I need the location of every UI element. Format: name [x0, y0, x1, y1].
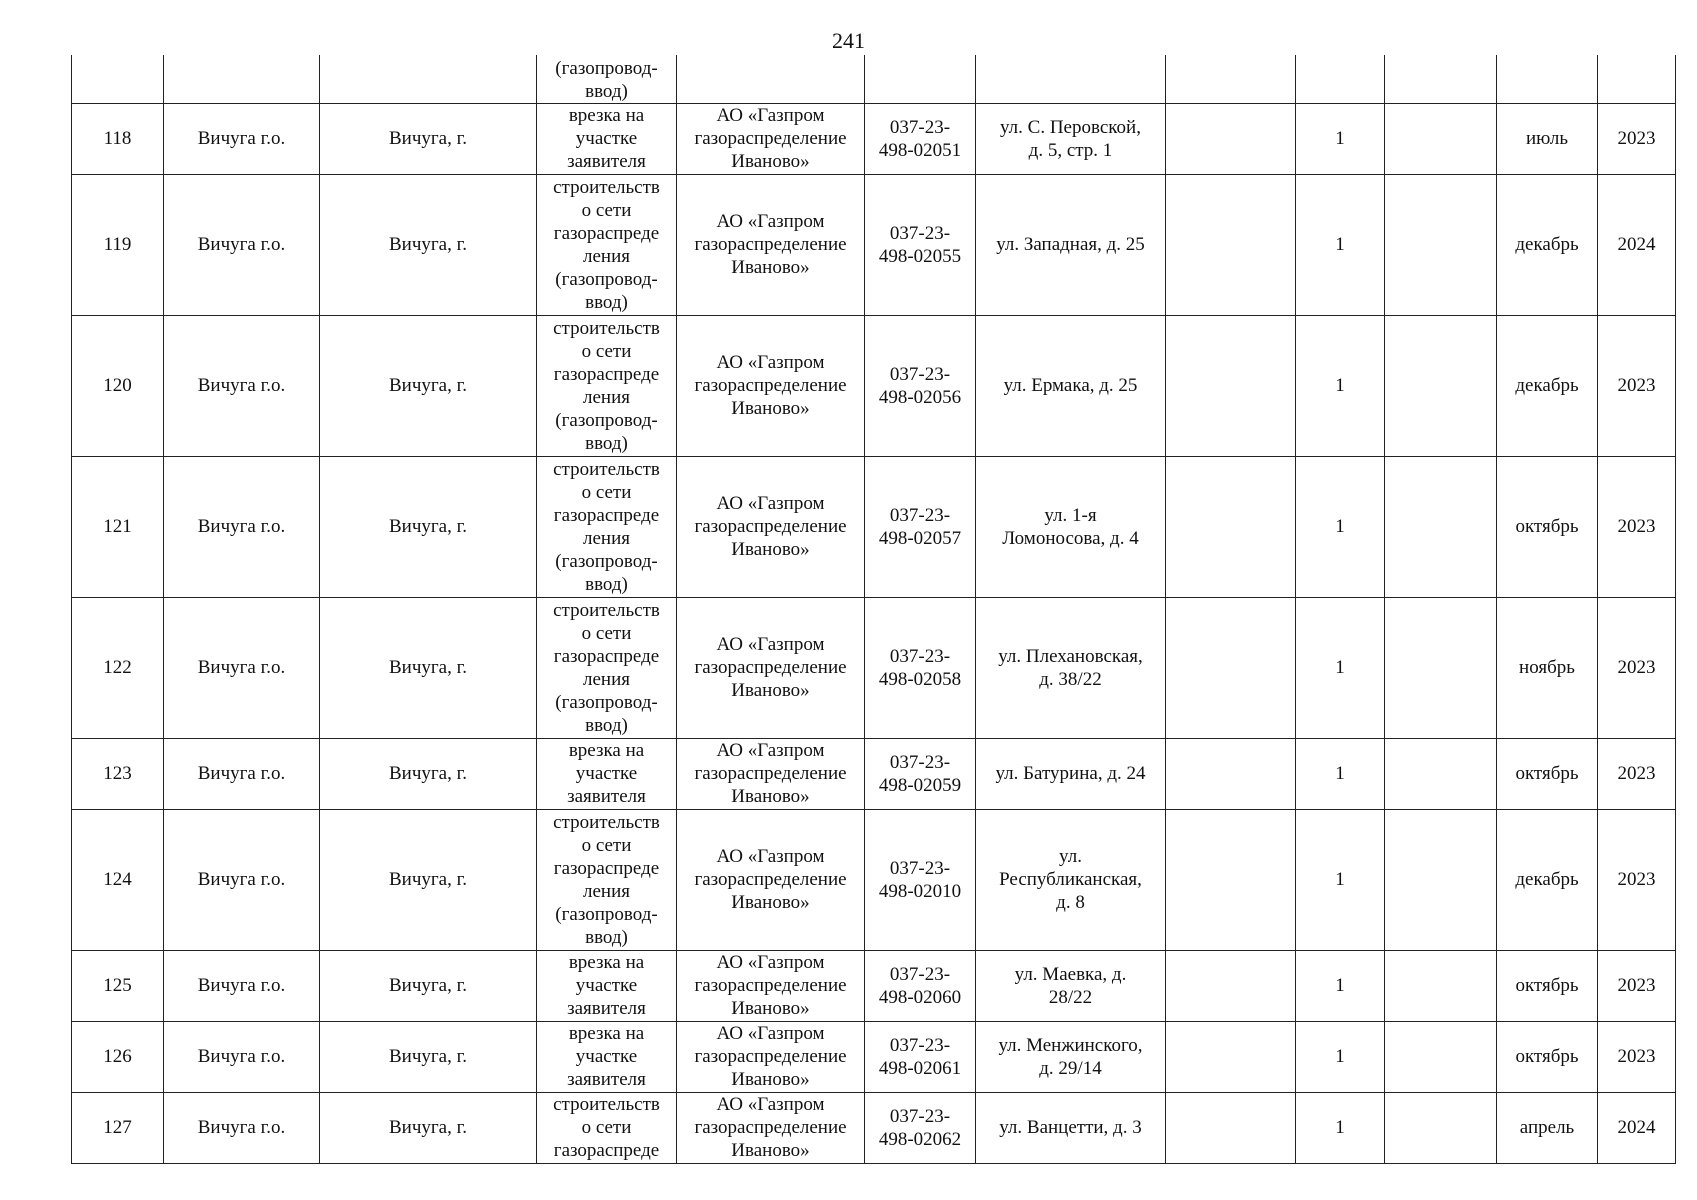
cell-col10	[1385, 738, 1497, 809]
cell-count: 1	[1296, 809, 1385, 950]
cell-col10	[1385, 1021, 1497, 1092]
cell-col10	[1385, 315, 1497, 456]
cell-address: ул. Республиканская, д. 8	[976, 809, 1166, 950]
cell-work-type: строительств о сети газораспреде ления (газопровод- ввод)	[537, 174, 677, 315]
cell-month: октябрь	[1497, 1021, 1598, 1092]
cell-address: ул. Менжинского, д. 29/14	[976, 1021, 1166, 1092]
cell-organization: АО «Газпром газораспределение Иваново»	[677, 1021, 865, 1092]
cell-col10	[1385, 597, 1497, 738]
cell-municipality: Вичуга г.о.	[164, 315, 320, 456]
cell-work-type: (газопровод- ввод)	[537, 55, 677, 103]
cell-contract: 037-23- 498-02051	[865, 103, 976, 174]
cell-col10	[1385, 103, 1497, 174]
cell-month: декабрь	[1497, 809, 1598, 950]
table-row	[72, 456, 1676, 597]
cell-num: 120	[72, 315, 164, 456]
cell-num: 123	[72, 738, 164, 809]
cell-col8	[1166, 174, 1296, 315]
cell-month: октябрь	[1497, 950, 1598, 1021]
cell-organization: АО «Газпром газораспределение Иваново»	[677, 1092, 865, 1163]
cell-contract: 037-23- 498-02055	[865, 174, 976, 315]
cell-month: июль	[1497, 103, 1598, 174]
cell-address: ул. Батурина, д. 24	[976, 738, 1166, 809]
cell-address: ул. Ермака, д. 25	[976, 315, 1166, 456]
cell-year: 2023	[1598, 809, 1676, 950]
cell-month: ноябрь	[1497, 597, 1598, 738]
cell-col8	[1166, 1092, 1296, 1163]
cell-year: 2023	[1598, 597, 1676, 738]
cell-municipality: Вичуга г.о.	[164, 597, 320, 738]
cell-month	[1497, 55, 1598, 103]
cell-settlement: Вичуга, г.	[320, 809, 537, 950]
cell-year: 2023	[1598, 456, 1676, 597]
table-row	[72, 103, 1676, 174]
table-row	[72, 1092, 1676, 1163]
cell-count: 1	[1296, 738, 1385, 809]
cell-month: апрель	[1497, 1092, 1598, 1163]
table-row	[72, 809, 1676, 950]
cell-col10	[1385, 174, 1497, 315]
page-number: 241	[832, 28, 865, 53]
cell-year: 2024	[1598, 1092, 1676, 1163]
cell-work-type: врезка на участке заявителя	[537, 1021, 677, 1092]
cell-col8	[1166, 809, 1296, 950]
cell-address: ул. 1-я Ломоносова, д. 4	[976, 456, 1166, 597]
cell-work-type: строительств о сети газораспреде ления (газопровод- ввод)	[537, 597, 677, 738]
cell-address: ул. Плехановская, д. 38/22	[976, 597, 1166, 738]
cell-month: октябрь	[1497, 456, 1598, 597]
cell-work-type: строительств о сети газораспреде ления (газопровод- ввод)	[537, 315, 677, 456]
cell-municipality: Вичуга г.о.	[164, 950, 320, 1021]
cell-settlement: Вичуга, г.	[320, 1021, 537, 1092]
cell-col10	[1385, 809, 1497, 950]
cell-organization: АО «Газпром газораспределение Иваново»	[677, 950, 865, 1021]
cell-col10	[1385, 55, 1497, 103]
cell-num: 119	[72, 174, 164, 315]
cell-contract: 037-23- 498-02060	[865, 950, 976, 1021]
cell-col8	[1166, 456, 1296, 597]
cell-num: 125	[72, 950, 164, 1021]
cell-month: декабрь	[1497, 315, 1598, 456]
cell-count	[1296, 55, 1385, 103]
cell-organization: АО «Газпром газораспределение Иваново»	[677, 456, 865, 597]
cell-settlement: Вичуга, г.	[320, 103, 537, 174]
cell-work-type: строительств о сети газораспреде ления (газопровод- ввод)	[537, 809, 677, 950]
cell-col8	[1166, 103, 1296, 174]
cell-count: 1	[1296, 315, 1385, 456]
cell-municipality: Вичуга г.о.	[164, 1021, 320, 1092]
cell-organization: АО «Газпром газораспределение Иваново»	[677, 174, 865, 315]
cell-year: 2023	[1598, 103, 1676, 174]
cell-year: 2023	[1598, 738, 1676, 809]
cell-settlement: Вичуга, г.	[320, 456, 537, 597]
cell-num: 122	[72, 597, 164, 738]
cell-contract: 037-23- 498-02061	[865, 1021, 976, 1092]
cell-address: ул. С. Перовской, д. 5, стр. 1	[976, 103, 1166, 174]
table-row	[72, 597, 1676, 738]
cell-address: ул. Ванцетти, д. 3	[976, 1092, 1166, 1163]
cell-contract: 037-23- 498-02059	[865, 738, 976, 809]
cell-settlement: Вичуга, г.	[320, 174, 537, 315]
cell-municipality: Вичуга г.о.	[164, 1092, 320, 1163]
cell-num: 118	[72, 103, 164, 174]
cell-address: ул. Маевка, д. 28/22	[976, 950, 1166, 1021]
cell-num: 121	[72, 456, 164, 597]
register-table	[71, 55, 1676, 1164]
cell-settlement: Вичуга, г.	[320, 950, 537, 1021]
table-row	[72, 1021, 1676, 1092]
cell-count: 1	[1296, 174, 1385, 315]
cell-month: декабрь	[1497, 174, 1598, 315]
cell-organization: АО «Газпром газораспределение Иваново»	[677, 809, 865, 950]
cell-col8	[1166, 738, 1296, 809]
cell-col8	[1166, 315, 1296, 456]
cell-settlement: Вичуга, г.	[320, 315, 537, 456]
cell-col8	[1166, 950, 1296, 1021]
cell-work-type: строительств о сети газораспреде ления (газопровод- ввод)	[537, 456, 677, 597]
cell-col10	[1385, 950, 1497, 1021]
cell-municipality: Вичуга г.о.	[164, 809, 320, 950]
cell-col10	[1385, 456, 1497, 597]
cell-col8	[1166, 597, 1296, 738]
cell-count: 1	[1296, 456, 1385, 597]
table-row	[72, 738, 1676, 809]
cell-year: 2023	[1598, 315, 1676, 456]
cell-address: ул. Западная, д. 25	[976, 174, 1166, 315]
cell-contract: 037-23- 498-02058	[865, 597, 976, 738]
cell-organization: АО «Газпром газораспределение Иваново»	[677, 597, 865, 738]
cell-settlement: Вичуга, г.	[320, 1092, 537, 1163]
cell-month: октябрь	[1497, 738, 1598, 809]
cell-col8	[1166, 55, 1296, 103]
cell-col10	[1385, 1092, 1497, 1163]
cell-contract: 037-23- 498-02062	[865, 1092, 976, 1163]
cell-num: 126	[72, 1021, 164, 1092]
cell-count: 1	[1296, 103, 1385, 174]
cell-num	[72, 55, 164, 103]
cell-municipality: Вичуга г.о.	[164, 174, 320, 315]
table-row	[72, 950, 1676, 1021]
cell-municipality: Вичуга г.о.	[164, 738, 320, 809]
cell-year: 2023	[1598, 950, 1676, 1021]
cell-settlement	[320, 55, 537, 103]
cell-work-type: врезка на участке заявителя	[537, 738, 677, 809]
cell-organization: АО «Газпром газораспределение Иваново»	[677, 315, 865, 456]
cell-year: 2023	[1598, 1021, 1676, 1092]
cell-settlement: Вичуга, г.	[320, 738, 537, 809]
cell-contract	[865, 55, 976, 103]
cell-year	[1598, 55, 1676, 103]
cell-organization: АО «Газпром газораспределение Иваново»	[677, 738, 865, 809]
cell-municipality	[164, 55, 320, 103]
cell-count: 1	[1296, 950, 1385, 1021]
cell-count: 1	[1296, 597, 1385, 738]
cell-municipality: Вичуга г.о.	[164, 103, 320, 174]
cell-col8	[1166, 1021, 1296, 1092]
cell-work-type: строительств о сети газораспреде	[537, 1092, 677, 1163]
cell-count: 1	[1296, 1021, 1385, 1092]
cell-year: 2024	[1598, 174, 1676, 315]
cell-organization	[677, 55, 865, 103]
cell-num: 124	[72, 809, 164, 950]
cell-contract: 037-23- 498-02056	[865, 315, 976, 456]
cell-municipality: Вичуга г.о.	[164, 456, 320, 597]
table-row	[72, 174, 1676, 315]
cell-count: 1	[1296, 1092, 1385, 1163]
cell-address	[976, 55, 1166, 103]
cell-work-type: врезка на участке заявителя	[537, 103, 677, 174]
cell-settlement: Вичуга, г.	[320, 597, 537, 738]
cell-contract: 037-23- 498-02010	[865, 809, 976, 950]
cell-contract: 037-23- 498-02057	[865, 456, 976, 597]
cell-work-type: врезка на участке заявителя	[537, 950, 677, 1021]
continuation-row	[72, 55, 1676, 103]
table-row	[72, 315, 1676, 456]
cell-num: 127	[72, 1092, 164, 1163]
cell-organization: АО «Газпром газораспределение Иваново»	[677, 103, 865, 174]
